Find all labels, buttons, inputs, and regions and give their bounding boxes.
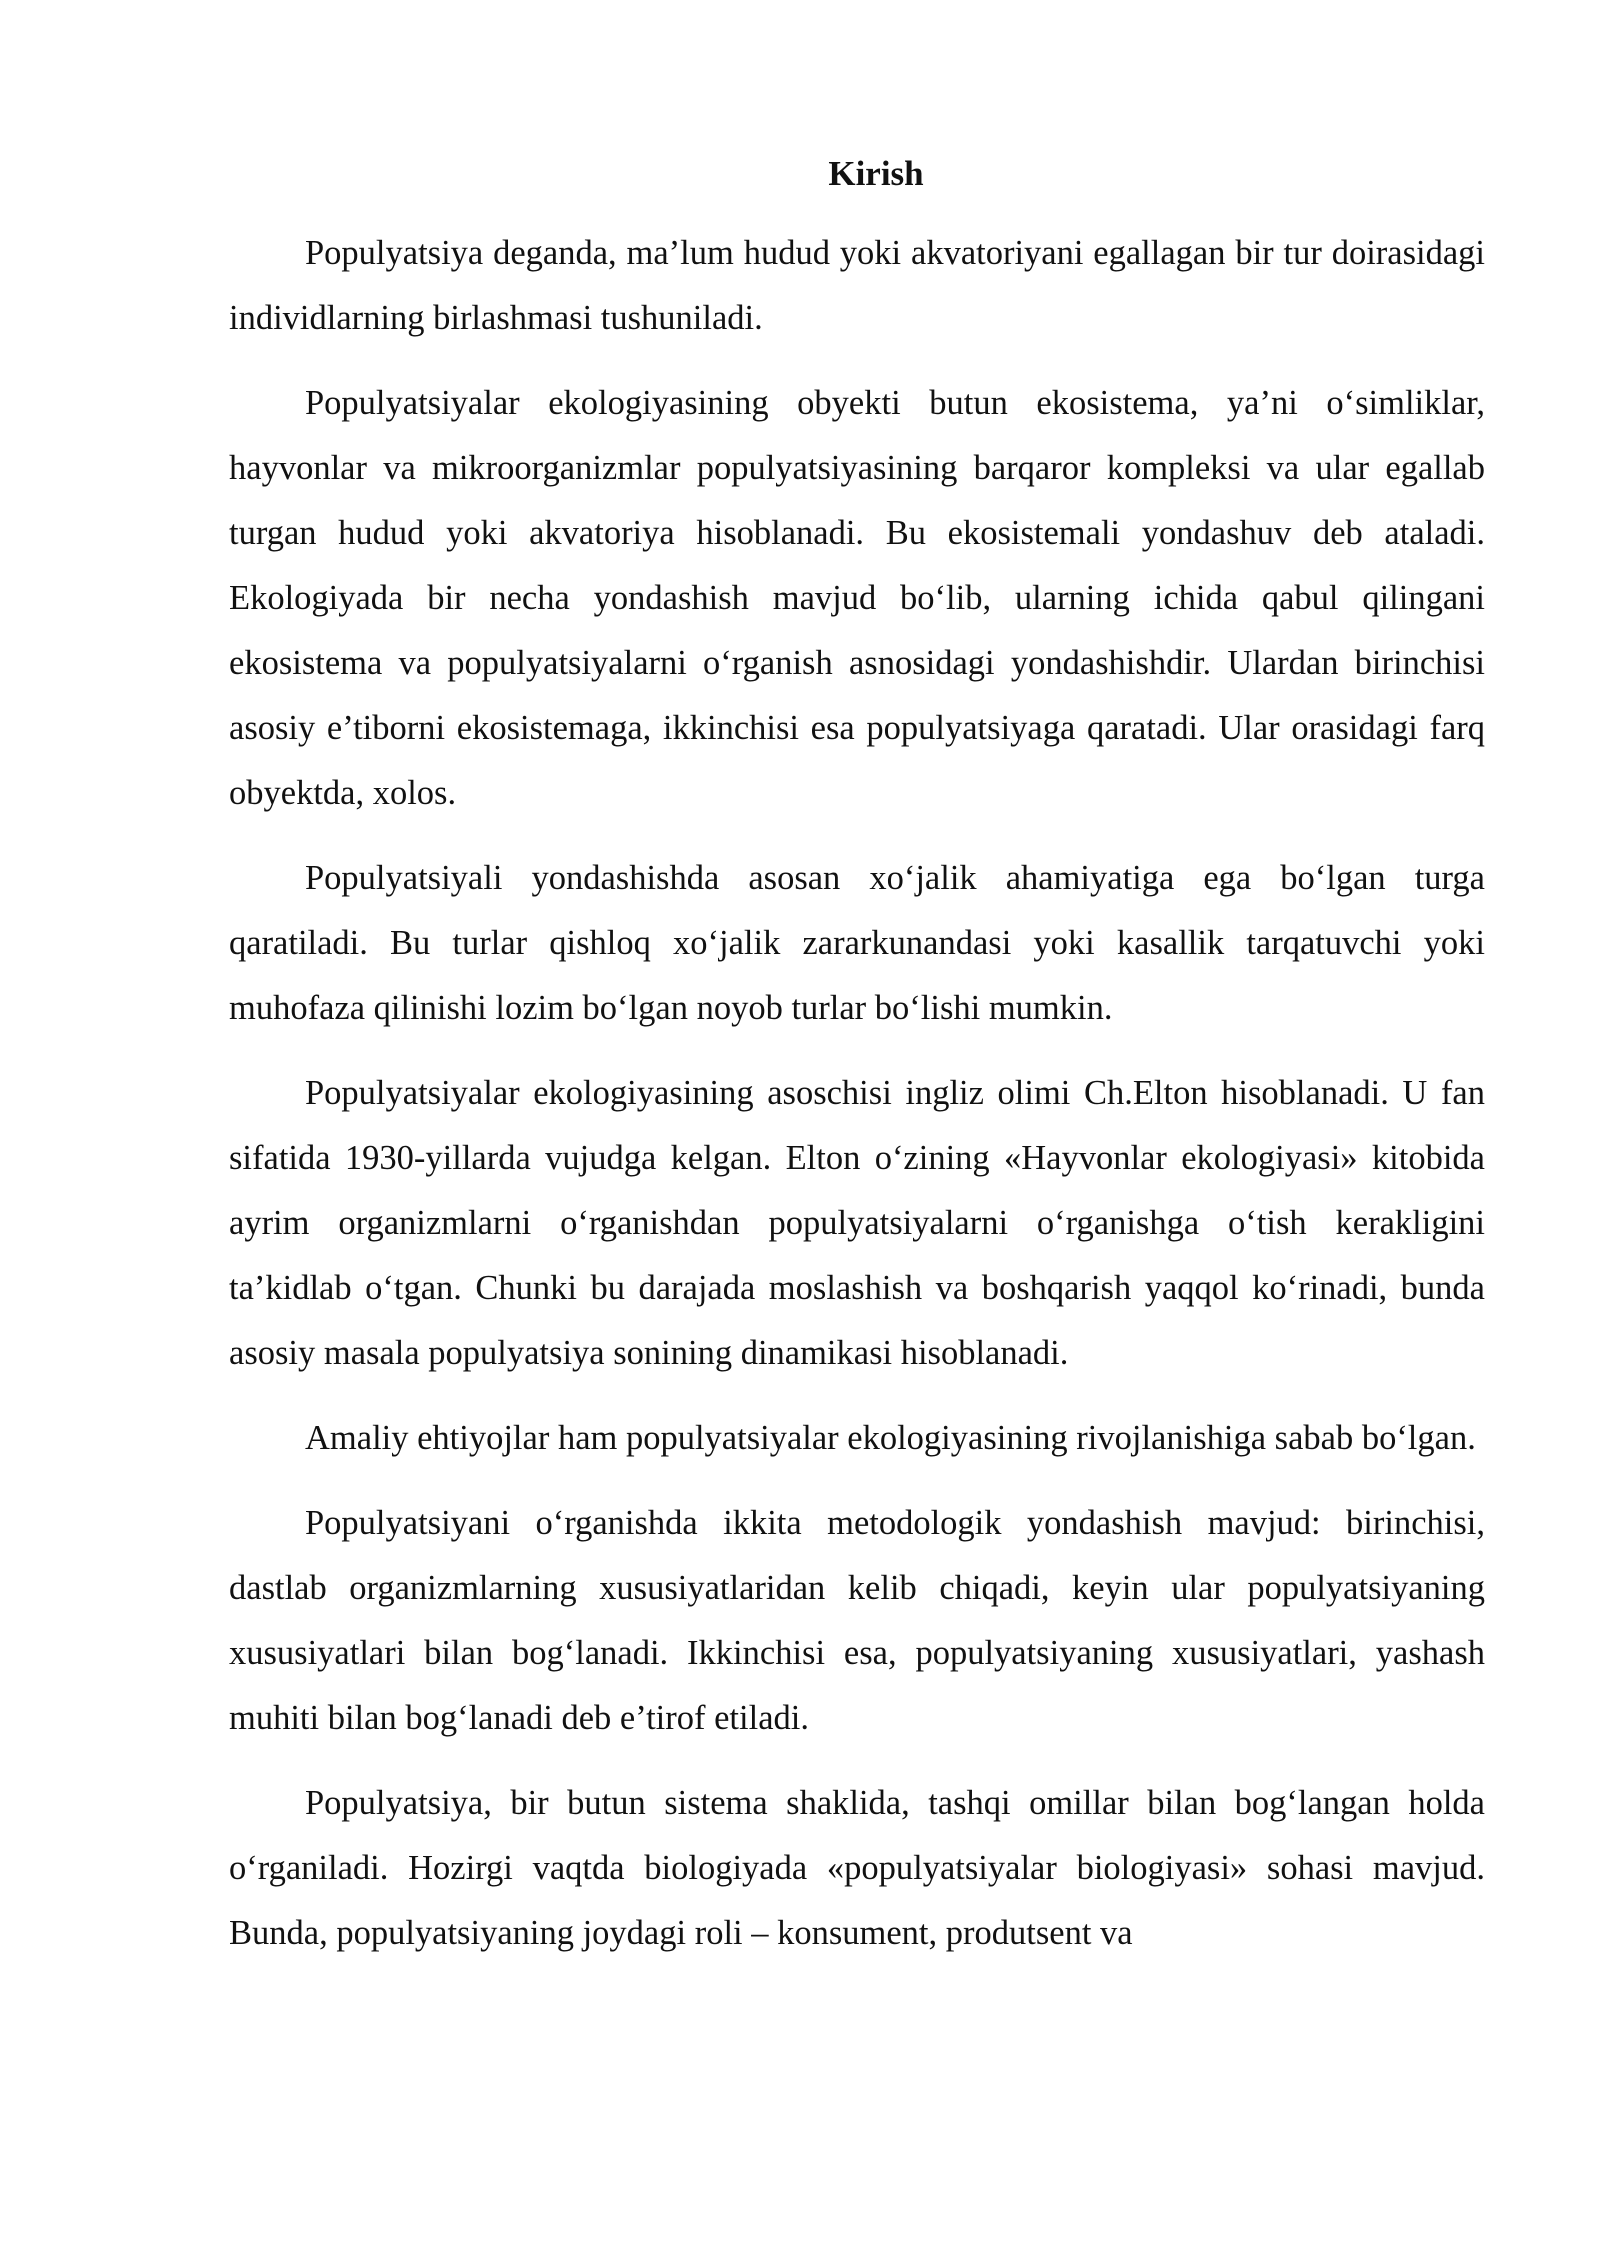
page-title: Kirish — [828, 154, 924, 193]
paragraph: Populyatsiyalar ekologiyasining asoschisi ingliz olimi Ch.Elton hisoblanadi. U fan sifatida 1930-yillarda vujudga kelgan. Elton o‘zining «Hayvonlar ekologiyasi» kitobida ayrim organizmlarni o‘rganishdan populyatsiyalarni o‘rganishga o‘tish kerakligini ta’kidlab o‘tgan. Chunki bu darajada moslashish va boshqarish yaqqol ko‘rinadi, bunda asosiy masala populyatsiya sonining dinamikasi hisoblanadi. — [229, 1074, 1485, 1372]
paragraph: Populyatsiya, bir butun sistema shaklida, tashqi omillar bilan bog‘langan holda o‘rganiladi. Hozirgi vaqtda biologiyada «populyatsiyalar biologiyasi» sohasi mavjud. Bunda, populyatsiyaning joydagi roli – konsument, produtsent va — [229, 1784, 1485, 1952]
paragraph: Populyatsiya deganda, ma’lum hudud yoki akvatoriyani egallagan bir tur doirasidagi individlarning birlashmasi tushuniladi. — [229, 234, 1485, 337]
page-content — [229, 148, 1485, 1966]
paragraph: Populyatsiyalar ekologiyasining obyekti butun ekosistema, ya’ni o‘simliklar, hayvonlar va mikroorganizmlar populyatsiyasining barqaror kompleksi va ular egallab turgan hudud yoki akvatoriya hisoblanadi. Bu ekosistemali yondashuv deb ataladi. Ekologiyada bir necha yondashish mavjud bo‘lib, ularning ichida qabul qilingani ekosistema va populyatsiyalarni o‘rganish asnosidagi yondashishdir. Ulardan birinchisi asosiy e’tiborni ekosistemaga, ikkinchisi esa populyatsiyaga qaratadi. Ular orasidagi farq obyektda, xolos. — [229, 384, 1485, 812]
paragraph: Amaliy ehtiyojlar ham populyatsiyalar ekologiyasining rivojlanishiga sabab bo‘lgan. — [305, 1419, 1476, 1457]
paragraph: Populyatsiyani o‘rganishda ikkita metodologik yondashish mavjud: birinchisi, dastlab organizmlarning xususiyatlaridan kelib chiqadi, keyin ular populyatsiyaning xususiyatlari bilan bog‘lanadi. Ikkinchisi esa, populyatsiyaning xususiyatlari, yashash muhiti bilan bog‘lanadi deb e’tirof etiladi. — [229, 1504, 1485, 1737]
paragraph: Populyatsiyali yondashishda asosan xo‘jalik ahamiyatiga ega bo‘lgan turga qaratiladi. Bu turlar qishloq xo‘jalik zararkunandasi yoki kasallik tarqatuvchi yoki muhofaza qilinishi lozim bo‘lgan noyob turlar bo‘lishi mumkin. — [229, 859, 1485, 1027]
